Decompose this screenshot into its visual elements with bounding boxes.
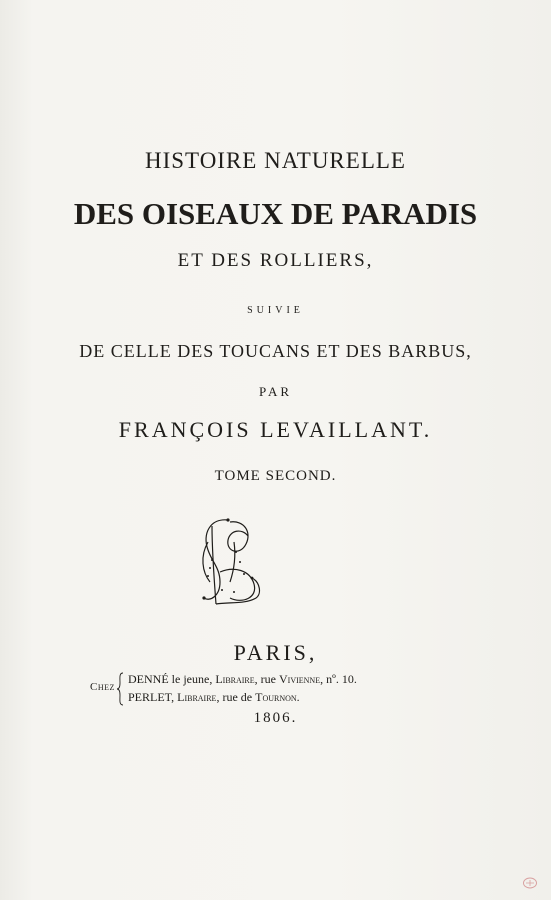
publisher1-name: DENNÉ: [128, 672, 169, 686]
curly-brace-icon: [116, 672, 124, 706]
library-stamp-icon: [522, 876, 538, 890]
publisher-denne: [128, 672, 357, 687]
publisher2-text-b: , rue de: [216, 690, 256, 704]
publisher1-role: Libraire: [215, 672, 255, 686]
title-line-1: HISTOIRE NATURELLE: [145, 148, 406, 173]
imprint-city: PARIS,: [233, 640, 318, 665]
publisher2-text-c: .: [296, 690, 300, 704]
publisher2-name: PERLET: [128, 690, 172, 704]
publisher-perlet: [128, 690, 300, 705]
title-line-5: DE CELLE DES TOUCANS ET DES BARBUS,: [79, 341, 472, 361]
title-line-par: PAR: [258, 384, 293, 399]
publisher1-text-b: , rue: [254, 672, 279, 686]
publisher1-street: Vivienne: [279, 672, 321, 686]
volume-label: TOME SECOND.: [214, 468, 337, 484]
ornamental-monogram-icon: [190, 512, 266, 612]
publisher2-role: Libraire: [177, 690, 217, 704]
title-line-suivie: SUIVIE: [247, 305, 304, 316]
publisher2-text-a: ,: [171, 690, 178, 704]
imprint-year: 1806.: [253, 710, 298, 726]
author-name: FRANÇOIS LEVAILLANT.: [118, 417, 433, 442]
imprint-publishers: [86, 672, 386, 706]
title-line-3: ET DES ROLLIERS,: [177, 250, 374, 271]
chez-label: Chez: [90, 681, 115, 693]
publisher1-text-a: le jeune,: [168, 672, 216, 686]
publisher1-text-c: , nº. 10.: [320, 672, 357, 686]
title-line-2: DES OISEAUX DE PARADIS: [73, 196, 478, 231]
publisher2-street: Tournon: [255, 690, 297, 704]
